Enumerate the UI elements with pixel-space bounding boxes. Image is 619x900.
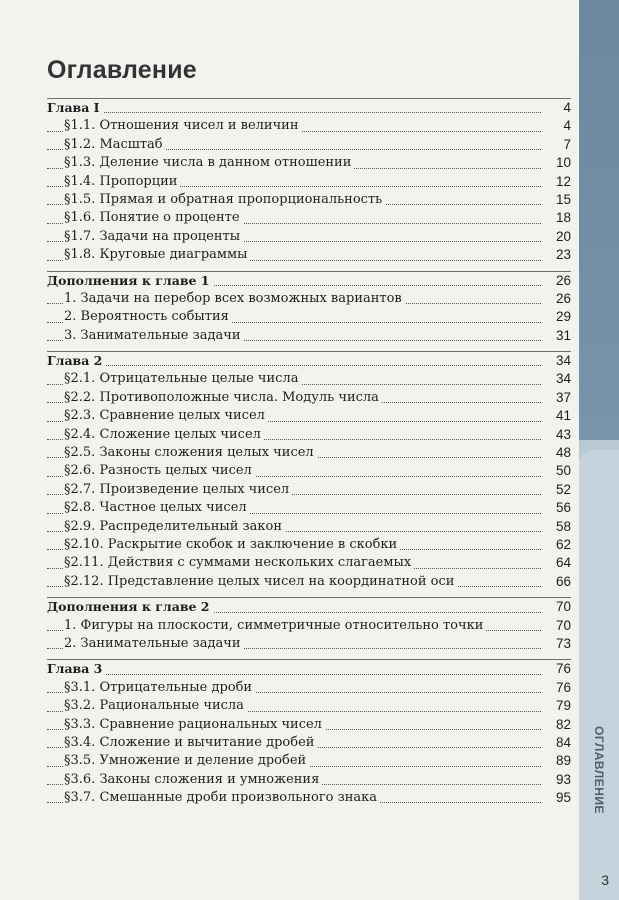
dot-leader	[47, 365, 541, 366]
side-tab-label-wrap	[585, 700, 613, 840]
toc-entry-text: §2.1. Отрицательные целые числа	[64, 371, 301, 386]
toc-entry-page: 15	[552, 191, 571, 209]
toc-entry-text: §3.7. Смешанные дроби произвольного знака	[64, 790, 380, 805]
toc-entry-text: §3.3. Сравнение рациональных чисел	[64, 717, 325, 732]
toc-entry[interactable]	[47, 327, 571, 345]
toc-entry[interactable]	[47, 617, 571, 635]
toc-entry-text: §3.5. Умножение и деление дробей	[64, 753, 309, 768]
toc-entry-text: §1.7. Задачи на проценты	[64, 229, 243, 244]
toc-entry[interactable]	[47, 444, 571, 462]
toc-entry-text: 2. Занимательные задачи	[64, 636, 244, 651]
toc-entry-page: 31	[552, 327, 571, 345]
side-tab	[579, 0, 619, 900]
toc-entry-page: 37	[552, 389, 571, 407]
toc-section	[47, 659, 571, 807]
toc-entry[interactable]	[47, 518, 571, 536]
toc-entry-text: §2.2. Противоположные числа. Модуль числа	[64, 390, 382, 405]
side-tab-upper	[579, 0, 619, 440]
toc-entry-page: 26	[552, 290, 571, 308]
toc-entry[interactable]	[47, 462, 571, 480]
toc-entry-text: §3.4. Сложение и вычитание дробей	[64, 735, 317, 750]
toc-entry-page: 48	[552, 444, 571, 462]
toc-entry-text: §2.3. Сравнение целых чисел	[64, 408, 268, 423]
toc-chapter-page: 70	[552, 598, 571, 616]
toc-entry-text: §2.4. Сложение целых чисел	[64, 427, 264, 442]
toc-entry[interactable]	[47, 481, 571, 499]
toc-section	[47, 597, 571, 653]
toc-entry-page: 58	[552, 518, 571, 536]
toc-entry[interactable]	[47, 635, 571, 653]
toc-entry-page: 12	[552, 173, 571, 191]
toc-chapter-text: Дополнения к главе 2	[47, 599, 213, 614]
toc-entry-page: 41	[552, 407, 571, 425]
toc-entry[interactable]	[47, 370, 571, 388]
toc-entry-page: 93	[552, 771, 571, 789]
toc-entry[interactable]	[47, 536, 571, 554]
toc-entry[interactable]	[47, 136, 571, 154]
toc-entry-text: §3.6. Законы сложения и умножения	[64, 772, 322, 787]
toc-entry-page: 56	[552, 499, 571, 517]
toc-entry-page: 23	[552, 246, 571, 264]
toc-entry-page: 70	[552, 617, 571, 635]
toc-chapter-page: 4	[559, 99, 571, 117]
page-number: 3	[601, 872, 609, 888]
toc-entry-text: §3.1. Отрицательные дроби	[64, 680, 255, 695]
toc-entry-page: 82	[552, 716, 571, 734]
toc-entry-text: §2.7. Произведение целых чисел	[64, 482, 292, 497]
toc-entry[interactable]	[47, 389, 571, 407]
toc-entry[interactable]	[47, 789, 571, 807]
toc-entry[interactable]	[47, 716, 571, 734]
toc-chapter[interactable]	[47, 99, 571, 117]
toc-entry[interactable]	[47, 752, 571, 770]
toc-entry[interactable]	[47, 308, 571, 326]
toc-entry[interactable]	[47, 426, 571, 444]
toc-entry-page: 89	[552, 752, 571, 770]
toc-entry-text: §1.4. Пропорции	[64, 174, 180, 189]
toc-entry-text: §1.3. Деление числа в данном отношении	[64, 155, 354, 170]
toc-section	[47, 351, 571, 591]
toc-entry-text: §2.12. Представление целых чисел на координатной оси	[64, 574, 457, 589]
toc-chapter-text: Дополнения к главе 1	[47, 273, 213, 288]
toc-entry[interactable]	[47, 290, 571, 308]
toc-entry[interactable]	[47, 246, 571, 264]
toc-entry-page: 73	[552, 635, 571, 653]
toc-entry-text: §1.2. Масштаб	[64, 137, 166, 152]
toc-chapter-text: Глава 3	[47, 661, 105, 676]
toc-entry-text: §1.6. Понятие о проценте	[64, 210, 243, 225]
toc-entry-page: 76	[552, 679, 571, 697]
toc-entry-page: 20	[552, 228, 571, 246]
toc-entry-page: 18	[552, 209, 571, 227]
toc-entry[interactable]	[47, 734, 571, 752]
toc-chapter[interactable]	[47, 660, 571, 678]
toc-entry-text: §2.10. Раскрытие скобок и заключение в скобки	[64, 537, 400, 552]
toc-entry-page: 29	[552, 308, 571, 326]
toc-section	[47, 271, 571, 346]
page-title: Оглавление	[47, 56, 197, 84]
toc-entry-text: §2.6. Разность целых чисел	[64, 463, 255, 478]
toc-chapter-page: 26	[552, 272, 571, 290]
toc-entry-page: 10	[552, 154, 571, 172]
toc-entry[interactable]	[47, 679, 571, 697]
toc-entry[interactable]	[47, 407, 571, 425]
toc-entry-page: 79	[552, 697, 571, 715]
toc-entry-page: 7	[559, 136, 571, 154]
toc-chapter-text: Глава 2	[47, 353, 105, 368]
toc-entry-text: §2.9. Распределительный закон	[64, 519, 285, 534]
toc-chapter[interactable]	[47, 352, 571, 370]
toc-entry-page: 34	[552, 370, 571, 388]
toc-chapter-page: 76	[552, 660, 571, 678]
toc-entry-text: 1. Фигуры на плоскости, симметричные относительно точки	[64, 618, 486, 633]
toc-entry-text: §1.5. Прямая и обратная пропорциональность	[64, 192, 385, 207]
toc-section	[47, 98, 571, 265]
toc-entry[interactable]	[47, 154, 571, 172]
toc-entry[interactable]	[47, 771, 571, 789]
dot-leader	[47, 112, 541, 113]
toc-entry[interactable]	[47, 554, 571, 572]
toc-entry[interactable]	[47, 499, 571, 517]
toc-entry-page: 84	[552, 734, 571, 752]
dot-leader	[47, 674, 541, 675]
toc-entry-page: 95	[552, 789, 571, 807]
toc-entry-text: §2.8. Частное целых чисел	[64, 500, 250, 515]
toc-entry-text: 3. Занимательные задачи	[64, 328, 244, 343]
toc-entry-page: 4	[559, 117, 571, 135]
toc-entry-page: 43	[552, 426, 571, 444]
toc-entry-page: 62	[552, 536, 571, 554]
toc-entry-page: 66	[552, 573, 571, 591]
toc-chapter[interactable]	[47, 272, 571, 290]
toc-entry[interactable]	[47, 117, 571, 135]
toc-entry-text: §1.1. Отношения чисел и величин	[64, 118, 302, 133]
toc-entry[interactable]	[47, 228, 571, 246]
toc-entry-page: 50	[552, 462, 571, 480]
toc-entry-text: §2.11. Действия с суммами нескольких слагаемых	[64, 555, 414, 570]
side-tab-label: ОГЛАВЛЕНИЕ	[592, 725, 607, 815]
toc-entry[interactable]	[47, 173, 571, 191]
toc-entry-text: 2. Вероятность события	[64, 309, 232, 324]
toc-chapter-text: Глава I	[47, 100, 103, 115]
toc-entry-page: 64	[552, 554, 571, 572]
toc-entry[interactable]	[47, 191, 571, 209]
toc-entry-text: §1.8. Круговые диаграммы	[64, 247, 250, 262]
toc-entry-page: 52	[552, 481, 571, 499]
toc-chapter[interactable]	[47, 598, 571, 616]
toc-entry[interactable]	[47, 697, 571, 715]
toc-entry[interactable]	[47, 573, 571, 591]
toc-entry-text: 1. Задачи на перебор всех возможных вариантов	[64, 291, 405, 306]
toc-entry-text: §2.5. Законы сложения целых чисел	[64, 445, 317, 460]
toc-chapter-page: 34	[552, 352, 571, 370]
toc-entry[interactable]	[47, 209, 571, 227]
toc-entry-text: §3.2. Рациональные числа	[64, 698, 247, 713]
table-of-contents	[47, 98, 571, 807]
